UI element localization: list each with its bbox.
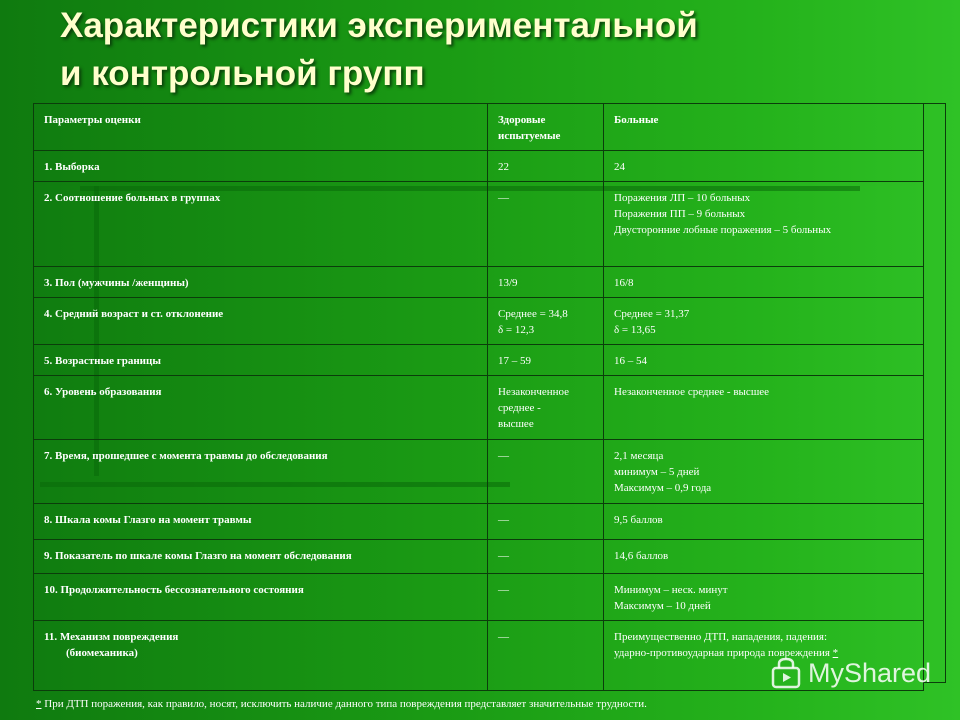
patients-text: 14,6 баллов (614, 550, 669, 562)
patients-text: 2,1 месяца (614, 450, 664, 462)
healthy-cell (488, 574, 604, 621)
patients-cell (604, 151, 924, 182)
healthy-cell (488, 621, 604, 691)
healthy-text: Незаконченное (498, 386, 570, 398)
characteristics-table (33, 103, 924, 691)
patients-text: δ = 13,65 (614, 324, 656, 336)
patients-text: 16 – 54 (614, 355, 647, 367)
myshared-logo-icon (770, 656, 802, 690)
param-text: 11. Механизм повреждения (44, 631, 179, 643)
healthy-cell (488, 182, 604, 267)
param-cell (34, 440, 488, 504)
param-cell (34, 151, 488, 182)
patients-text: 16/8 (614, 277, 634, 289)
patients-text: Среднее = 31,37 (614, 308, 690, 320)
param-text: (биомеханика) (66, 647, 138, 659)
table-row (34, 574, 924, 621)
healthy-text: Среднее = 34,8 (498, 308, 568, 320)
patients-text: Максимум – 10 дней (614, 600, 711, 612)
param-text: 3. Пол (мужчины /женщины) (44, 277, 189, 289)
table-row (34, 267, 924, 298)
header-cell: Параметры оценки (34, 104, 488, 151)
param-text: 6. Уровень образования (44, 386, 162, 398)
param-text: 10. Продолжительность бессознательного состояния (44, 584, 304, 596)
healthy-text: δ = 12,3 (498, 324, 535, 336)
param-cell (34, 540, 488, 574)
patients-cell (604, 540, 924, 574)
slide-title (60, 2, 698, 98)
healthy-text: среднее - (498, 402, 541, 414)
healthy-cell (488, 376, 604, 440)
healthy-cell (488, 298, 604, 345)
table-row (34, 376, 924, 440)
healthy-text: — (498, 550, 509, 562)
footnote (36, 698, 647, 710)
healthy-text: — (498, 584, 509, 596)
healthy-cell (488, 151, 604, 182)
healthy-cell (488, 440, 604, 504)
param-text: 9. Показатель по шкале комы Глазго на момент обследования (44, 550, 352, 562)
param-cell (34, 574, 488, 621)
patients-text: Незаконченное среднее - высшее (614, 386, 770, 398)
patients-cell (604, 504, 924, 540)
healthy-cell (488, 504, 604, 540)
table-row (34, 504, 924, 540)
patients-cell (604, 345, 924, 376)
param-text: 5. Возрастные границы (44, 355, 161, 367)
healthy-text: 17 – 59 (498, 355, 531, 367)
param-cell (34, 267, 488, 298)
table-row (34, 151, 924, 182)
table-row (34, 298, 924, 345)
slide-title-line-2: и контрольной групп (60, 54, 425, 93)
healthy-cell (488, 267, 604, 298)
patients-text: Двусторонние лобные поражения – 5 больных (614, 224, 832, 236)
watermark-text: MyShared (808, 657, 932, 688)
param-cell (34, 182, 488, 267)
footnote-text: При ДТП поражения, как правило, носят, исключить наличие данного типа повреждения представляет значительные трудности. (41, 698, 647, 710)
patients-text: Преимущественно ДТП, нападения, падения: (614, 631, 828, 643)
param-cell (34, 621, 488, 691)
patients-text: ударно-противоударная природа повреждения (614, 647, 833, 659)
patients-text: Максимум – 0,9 года (614, 482, 712, 494)
healthy-text: высшее (498, 418, 534, 430)
patients-cell (604, 267, 924, 298)
param-text: 2. Соотношение больных в группах (44, 192, 221, 204)
healthy-text: — (498, 631, 509, 643)
param-cell (34, 298, 488, 345)
patients-text: Поражения ПП – 9 больных (614, 208, 746, 220)
param-cell (34, 504, 488, 540)
healthy-cell (488, 345, 604, 376)
table-row (34, 540, 924, 574)
param-cell (34, 345, 488, 376)
footnote-marker: * (832, 647, 839, 659)
table-row (34, 345, 924, 376)
patients-cell (604, 440, 924, 504)
table-header-row (34, 104, 924, 151)
patients-cell (604, 298, 924, 345)
footnote-star: * (36, 698, 42, 710)
param-text: 7. Время, прошедшее с момента травмы до обследования (44, 450, 328, 462)
header-cell: Больные (604, 104, 924, 151)
table-row (34, 182, 924, 267)
watermark (770, 656, 931, 690)
healthy-text: — (498, 192, 509, 204)
healthy-text: 13/9 (498, 277, 518, 289)
healthy-cell (488, 540, 604, 574)
patients-cell (604, 376, 924, 440)
header-cell: Здоровые испытуемые (488, 104, 604, 151)
patients-text: Минимум – неск. минут (614, 584, 728, 596)
patients-cell (604, 182, 924, 267)
param-text: 8. Шкала комы Глазго на момент травмы (44, 514, 252, 526)
patients-text: 9,5 баллов (614, 514, 663, 526)
param-text: 1. Выборка (44, 161, 100, 173)
param-cell (34, 376, 488, 440)
slide-title-line-1: Характеристики экспериментальной (60, 6, 698, 45)
patients-text: 24 (614, 161, 625, 173)
patients-text: Поражения ЛП – 10 больных (614, 192, 751, 204)
patients-text: минимум – 5 дней (614, 466, 700, 478)
param-text: 4. Средний возраст и ст. отклонение (44, 308, 224, 320)
patients-cell (604, 574, 924, 621)
healthy-text: — (498, 514, 509, 526)
healthy-text: — (498, 450, 509, 462)
healthy-text: 22 (498, 161, 509, 173)
table-side-column (923, 103, 946, 683)
table-row (34, 440, 924, 504)
